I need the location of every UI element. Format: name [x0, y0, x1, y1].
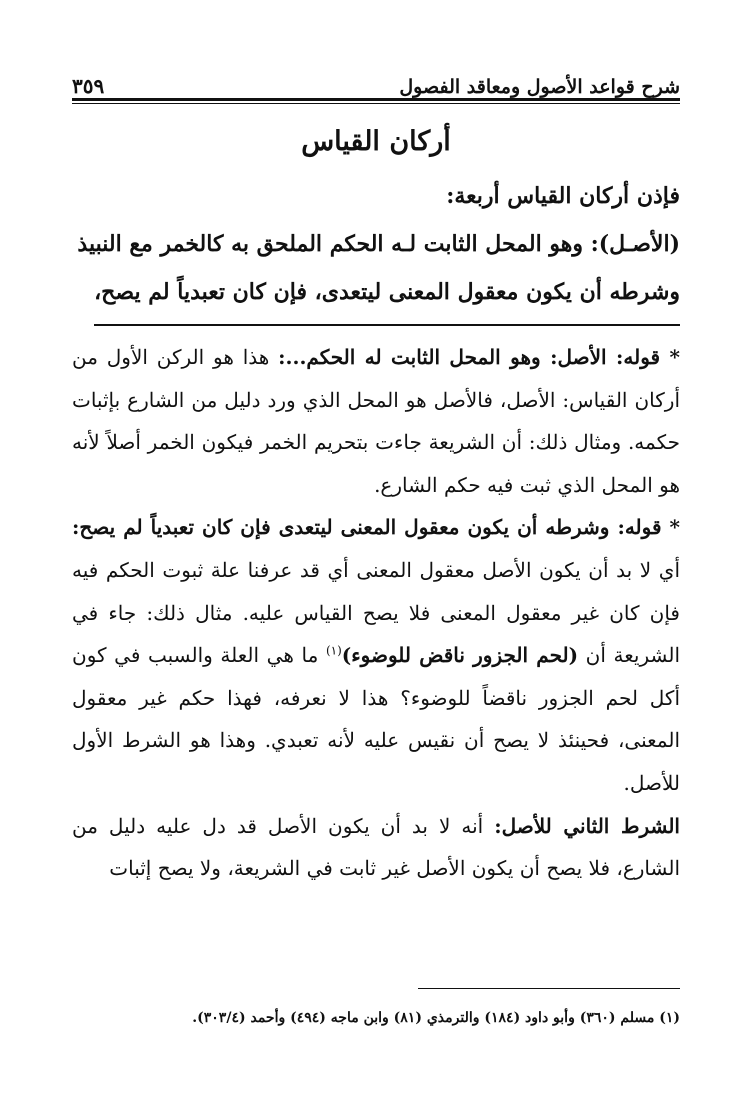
page-number: ٣٥٩ [72, 74, 105, 98]
footnote: (١) مسلم (٣٦٠) وأبو داود (١٨٤) والترمذي (٨١) وابن ماجه (٤٩٤) وأحمد (٣٠٣/٤). [192, 1010, 680, 1026]
commentary-paragraph [72, 805, 680, 890]
footnote-rule [418, 988, 680, 989]
text-divider [94, 324, 680, 326]
commentary [72, 336, 680, 890]
header-rule [72, 98, 680, 101]
commentary-body: هذا هو الركن الأول من أركان القياس: الأصل، فالأصل هو المحل الذي ورد دليل من الشارع بإثبات حكمه. ومثال ذلك: أن الشريعة جاءت بتحريم الخمر فيكون الخمر أصلاً لأنه هو المحل الذي ثبت فيه حكم الشارع. [72, 345, 680, 497]
page-header [72, 58, 680, 98]
commentary-lead: الشرط الثاني للأصل: [494, 813, 680, 838]
section-title: أركان القياس [301, 126, 451, 157]
commentary-body: أي لا بد أن يكون الأصل معقول المعنى أي قد عرفنا علة ثبوت الحكم فيه فإن كان غير معقول المعنى فلا يصح القياس عليه. مثال ذلك: جاء في الشريعة أن [72, 557, 680, 668]
commentary-paragraph [72, 336, 680, 506]
main-text-line: (الأصـل): وهو المحل الثابت لـه الحكم الملحق به كالخمر مع النبيذ [77, 231, 680, 257]
commentary-paragraph [72, 506, 680, 804]
main-text-intro: فإذن أركان القياس أربعة: [446, 183, 680, 209]
commentary-lead: * قوله: وشرطه أن يكون معقول المعنى ليتعدى فإن كان تعبدياً لم يصح: [72, 515, 680, 540]
commentary-body: أنه لا بد أن يكون الأصل قد دل عليه دليل من الشارع، فلا يصح أن يكون الأصل غير ثابت في الشريعة، ولا يصح إثبات [72, 813, 680, 881]
commentary-body: ما هي العلة والسبب في كون أكل لحم الجزور ناقضاً للوضوء؟ هذا لا نعرفه، فهذا حكم غير معقول المعنى، فحينئذ لا يصح أن نقيس عليه لأنه تعبدي. وهذا هو الشرط الأول للأصل. [72, 643, 680, 795]
main-text-line: وشرطه أن يكون معقول المعنى ليتعدى، فإن كان تعبدياً لم يصح، [94, 279, 680, 305]
main-text [72, 172, 680, 316]
hadith-quote: (لحم الجزور ناقض للوضوء) [341, 643, 579, 668]
running-title: شرح قواعد الأصول ومعاقد الفصول [399, 76, 680, 98]
commentary-lead: * قوله: الأصل: وهو المحل الثابت له الحكم...: [278, 345, 680, 369]
header-rule-thin [72, 103, 680, 104]
footnote-ref[interactable]: (١) [325, 643, 342, 658]
